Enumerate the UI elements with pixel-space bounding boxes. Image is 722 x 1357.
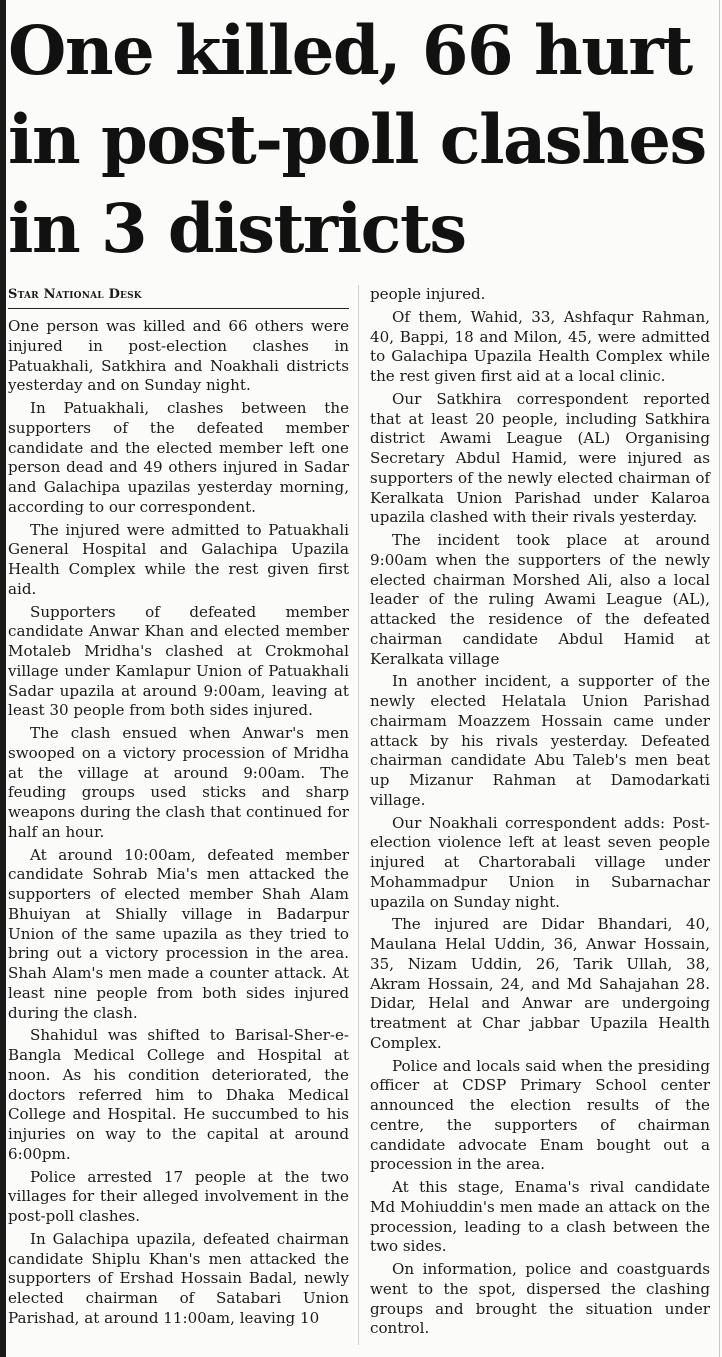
paragraph: One person was killed and 66 others were injured in post-election clashes in Patuakhali, Satkhira and Noakhali districts yesterday and on Sunday night. — [8, 317, 349, 395]
column-divider — [358, 285, 359, 1345]
paragraph: The injured are Didar Bhandari, 40, Maulana Helal Uddin, 36, Anwar Hossain, 35, Nizam Uddin, 26, Tarik Ullah, 38, Akram Hossain, 24, and Md Sahajahan 28. Didar, Helal and Anwar are undergoing treatment at Char jabbar Upazila Health Complex. — [370, 915, 710, 1052]
paragraph: In Galachipa upazila, defeated chairman candidate Shiplu Khan's men attacked the supporters of Ershad Hossain Badal, newly elected chairman of Satabari Union Parishad, at around 11:00am, leaving 10 — [8, 1229, 349, 1327]
paragraph: On information, police and coastguards went to the spot, dispersed the clashing groups and brought the situation under control. — [370, 1260, 710, 1338]
paragraph: Our Satkhira correspondent reported that at least 20 people, including Satkhira district Awami League (AL) Organising Secretary Abdul Hamid, were injured as supporters of the newly elected chairman of Keralkata Union Parishad under Kalaroa upazila clashed with their rivals yesterday. — [370, 389, 710, 527]
headline-line-2: in post-poll clashes — [8, 100, 706, 179]
paragraph: Shahidul was shifted to Barisal-Sher-e-Bangla Medical College and Hospital at noon. As his condition deteriorated, the doctors referred him to Dhaka Medical College and Hospital. He succumbed to his injuries on way to the capital at around 6:00pm. — [8, 1026, 349, 1163]
paragraph: The incident took place at around 9:00am when the supporters of the newly elected chairman Morshed Ali, also a local leader of the ruling Awami League (AL), attacked the residence of the defeated chairman candidate Abdul Hamid at Keralkata village — [370, 531, 710, 668]
paragraph: Police and locals said when the presiding officer at CDSP Primary School center announced the election results of the centre, the supporters of chairman candidate advocate Enam bought out a procession in the area. — [370, 1056, 710, 1174]
headline-line-1: One killed, 66 hurt — [8, 11, 692, 90]
article-column-right — [370, 285, 710, 1339]
paragraph: At this stage, Enama's rival candidate Md Mohiuddin's men made an attack on the procession, leading to a clash between the two sides. — [370, 1178, 710, 1256]
paragraph-continued: people injured. — [370, 285, 486, 303]
paragraph: The clash ensued when Anwar's men swooped on a victory procession of Mridha at the village at around 9:00am. The feuding groups used sticks and sharp weapons during the clash that continued for half an hour. — [8, 724, 349, 841]
paragraph: Police arrested 17 people at the two villages for their alleged involvement in the post-poll clashes. — [8, 1167, 349, 1225]
paragraph: Supporters of defeated member candidate Anwar Khan and elected member Motaleb Mridha's clashed at Crokmohal village under Kamlapur Union of Patuakhali Sadar upazila at around 9:00am, leaving at least 30 people from both sides injured. — [8, 602, 349, 720]
paragraph: The injured were admitted to Patuakhali General Hospital and Galachipa Upazila Health Complex while the rest given first aid. — [8, 520, 349, 598]
headline — [8, 6, 716, 273]
paragraph: In another incident, a supporter of the newly elected Helatala Union Parishad chairmam Moazzem Hossain came under attack by his rivals yesterday. Defeated chairman candidate Abu Taleb's men beat up Mizanur Rahman at Damodarkati village. — [370, 672, 710, 809]
left-border-rule — [0, 0, 6, 1357]
paragraph: In Patuakhali, clashes between the supporters of the defeated member candidate and the elected member left one person dead and 49 others injured in Sadar and Galachipa upazilas yesterday morning, according to our correspondent. — [8, 399, 349, 516]
byline: Star National Desk — [8, 287, 142, 302]
paragraph: At around 10:00am, defeated member candidate Sohrab Mia's men attacked the supporters of elected member Shah Alam Bhuiyan at Shially village in Badarpur Union of the same upazila as they tried to bring out a victory procession in the area. Shah Alam's men made a counter attack. At least nine people from both sides injured during the clash. — [8, 845, 349, 1022]
paragraph: Our Noakhali correspondent adds: Post-election violence left at least seven people injured at Chartorabali village under Mohammadpur Union in Subarnachar upazila on Sunday night. — [370, 813, 710, 911]
right-border-rule — [719, 0, 720, 1357]
headline-line-3: in 3 districts — [8, 189, 466, 268]
paragraph: Of them, Wahid, 33, Ashfaqur Rahman, 40, Bappi, 18 and Milon, 45, were admitted to Galachipa Upazila Health Complex while the rest given first aid at a local clinic. — [370, 307, 710, 385]
article-column-left — [8, 285, 349, 1329]
byline-rule — [8, 308, 349, 309]
